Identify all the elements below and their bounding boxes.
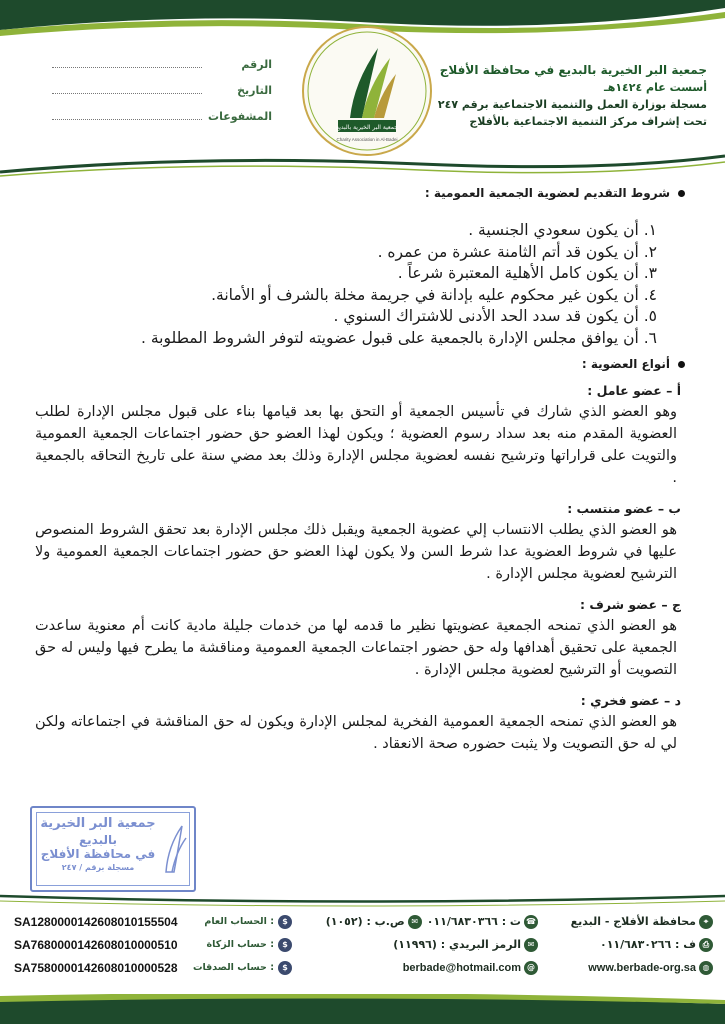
document-body	[35, 186, 695, 755]
email-link[interactable]: berbade@hotmail.com	[402, 961, 521, 974]
bank-icon: $	[278, 961, 292, 975]
footer-separator	[0, 893, 725, 907]
ref-date-row	[52, 84, 272, 110]
bank-icon: $	[278, 915, 292, 929]
contact-right	[543, 910, 713, 979]
location-text: محافظة الأفلاج - البديع	[570, 915, 696, 928]
email-icon: @	[524, 961, 538, 975]
location-row	[543, 910, 713, 933]
member-type-text: هو العضو الذي تمنحه الجمعية العمومية الفخرية لمجلس الإدارة ويكون له حق المناقشة في اجتماعاته ولكن لي له حق التصويت ولا يثبت حضوره صحة الانعقاد .	[35, 714, 677, 752]
condition-item: ٤. أن يكون غير محكوم عليه بإدانة في جريمة مخلة بالشرف أو الأمانة.	[211, 285, 657, 304]
condition-item: ٥. أن يكون قد سدد الحد الأدنى للاشتراك السنوي .	[333, 307, 657, 325]
bullet-icon	[678, 190, 685, 197]
ref-attachments-label: المشفوعات	[208, 110, 272, 123]
bullet-icon	[678, 361, 685, 368]
contact-middle	[325, 910, 538, 979]
account-number: SA7680000142608010000510	[14, 937, 178, 952]
stamp-line-2: بالبديع	[78, 833, 118, 847]
condition-item: ١. أن يكون سعودي الجنسية .	[468, 221, 657, 239]
member-type-text: وهو العضو الذي شارك في تأسيس الجمعية أو التحق بها بعد قيامها بناء على قبول مجلس الإدارة لطلب العضوية المقدم منه بعد سداد رسوم العضوية ؛ ويكون لهذا العضو حق حضور اجتماعات الجمعية العمومية والتويت على قراراتها وترشيح نفسه لعضوية مجلس الإدارة وذلك بعد مضي سنة على تاريخ التحاقه بالجمعية .	[35, 404, 677, 486]
registration-info: مسجلة بوزارة العمل والتنمية الاجتماعية برقم ٢٤٧	[437, 98, 707, 111]
supervision-info: تحت إشراف مركز التنمية الاجتماعية بالأفلاج	[469, 115, 707, 128]
account-label: حساب الصدقات :	[192, 962, 274, 973]
logo-english-text: Charity Association in Al-Badei	[336, 137, 398, 142]
member-type-title: د – عضو فخري :	[580, 693, 681, 708]
website-link[interactable]: www.berbade-org.sa	[588, 961, 696, 974]
member-type-text: هو العضو الذي يطلب الانتساب إلي عضوية الجمعية ويقبل ذلك مجلس الإدارة بعد تحقق الشروط المنصوص عليها في شروط العضوية عدا شرط السن ولا يكون لهذا العضو حق حضور اجتماعات الجمعية العمومية ولا الترشيح لعضوية مجلس الإدارة .	[35, 522, 677, 582]
ref-number-row	[52, 58, 272, 84]
bank-icon: $	[278, 938, 292, 952]
conditions-heading-text: شروط التقديم لعضوية الجمعية العمومية :	[424, 186, 670, 200]
fax-icon: ⎙	[699, 938, 713, 952]
membership-heading	[35, 357, 685, 371]
location-icon: ⌖	[699, 915, 713, 929]
account-number: SA1280000142608010155504	[14, 914, 178, 929]
org-name: جمعية البر الخيرية بالبديع في محافظة الأفلاج	[439, 63, 707, 77]
account-row	[14, 933, 292, 956]
globe-icon: ◍	[699, 961, 713, 975]
condition-item: ٢. أن يكون قد أتم الثامنة عشرة من عمره .	[377, 242, 657, 261]
founded-year: أسست عام ١٤٢٤هـ	[603, 81, 707, 94]
member-type-title: ج – عضو شرف :	[580, 597, 681, 612]
member-type-text: هو العضو الذي تمنحه الجمعية عضويتها نظير ما قدمه لها من خدمات جليلة مادية كانت أم معنوية ساعدت الجمعية على تحقيق أهدافها وله حق حضور اجتماعات الجمعية العمومية ومناقشة ما يطرح فيها وليس له حق التصويت أو الترشيح لعضوية مجلس الإدارة .	[35, 618, 677, 678]
fax-number: ف : ٠١١/٦٨٣٠٢٦٦	[600, 938, 696, 951]
stamp-leaf-icon	[160, 822, 188, 874]
conditions-list	[35, 220, 657, 349]
website-row	[543, 956, 713, 979]
conditions-heading	[35, 186, 685, 200]
mailbox-icon: ✉	[408, 915, 422, 929]
org-info-block	[437, 62, 707, 130]
postal-row	[342, 933, 538, 956]
ref-date-label: التاريخ	[237, 84, 272, 97]
account-row	[14, 956, 292, 979]
fax-row	[543, 933, 713, 956]
stamp-line-4: مسجلة برقم / ٢٤٧	[61, 863, 135, 872]
header-separator	[0, 150, 725, 178]
postal-code: الرمز البريدي : (١١٩٩٦)	[393, 938, 521, 951]
member-type-title: أ – عضو عامل :	[587, 383, 681, 398]
account-label: حساب الزكاة :	[206, 939, 274, 950]
bank-accounts	[14, 910, 292, 979]
phone-pobox-row	[325, 910, 538, 933]
phone-icon: ☎	[524, 915, 538, 929]
member-type-title: ب – عضو منتسب :	[567, 501, 681, 516]
ref-attachments-row	[52, 110, 272, 136]
official-stamp	[30, 806, 196, 892]
pobox: ص.ب : (١٠٥٢)	[325, 915, 405, 928]
ref-number-label: الرقم	[241, 58, 272, 71]
account-row	[14, 910, 292, 933]
reference-fields	[52, 58, 272, 136]
account-number: SA7580000142608010000528	[14, 960, 178, 975]
account-label: الحساب العام :	[204, 916, 274, 927]
association-logo	[298, 22, 436, 160]
postal-icon: ✉	[524, 938, 538, 952]
bottom-decor-swoosh	[0, 994, 725, 1024]
email-row	[342, 956, 538, 979]
condition-item: ٣. أن يكون كامل الأهلية المعتبرة شرعاً .	[397, 264, 657, 282]
stamp-line-3: في محافظة الأفلاج	[40, 847, 156, 861]
condition-item: ٦. أن يوافق مجلس الإدارة بالجمعية على قبول عضويته لتوفر الشروط المطلوبة .	[140, 328, 657, 347]
membership-heading-text: أنواع العضوية :	[581, 357, 670, 371]
logo-arabic-text: جمعية البر الخيرية بالبديع	[336, 124, 398, 131]
phone-number: ت : ٠١١/٦٨٣٠٣٦٦	[426, 915, 521, 928]
stamp-line-1: جمعية البر الخيرية	[40, 816, 156, 831]
